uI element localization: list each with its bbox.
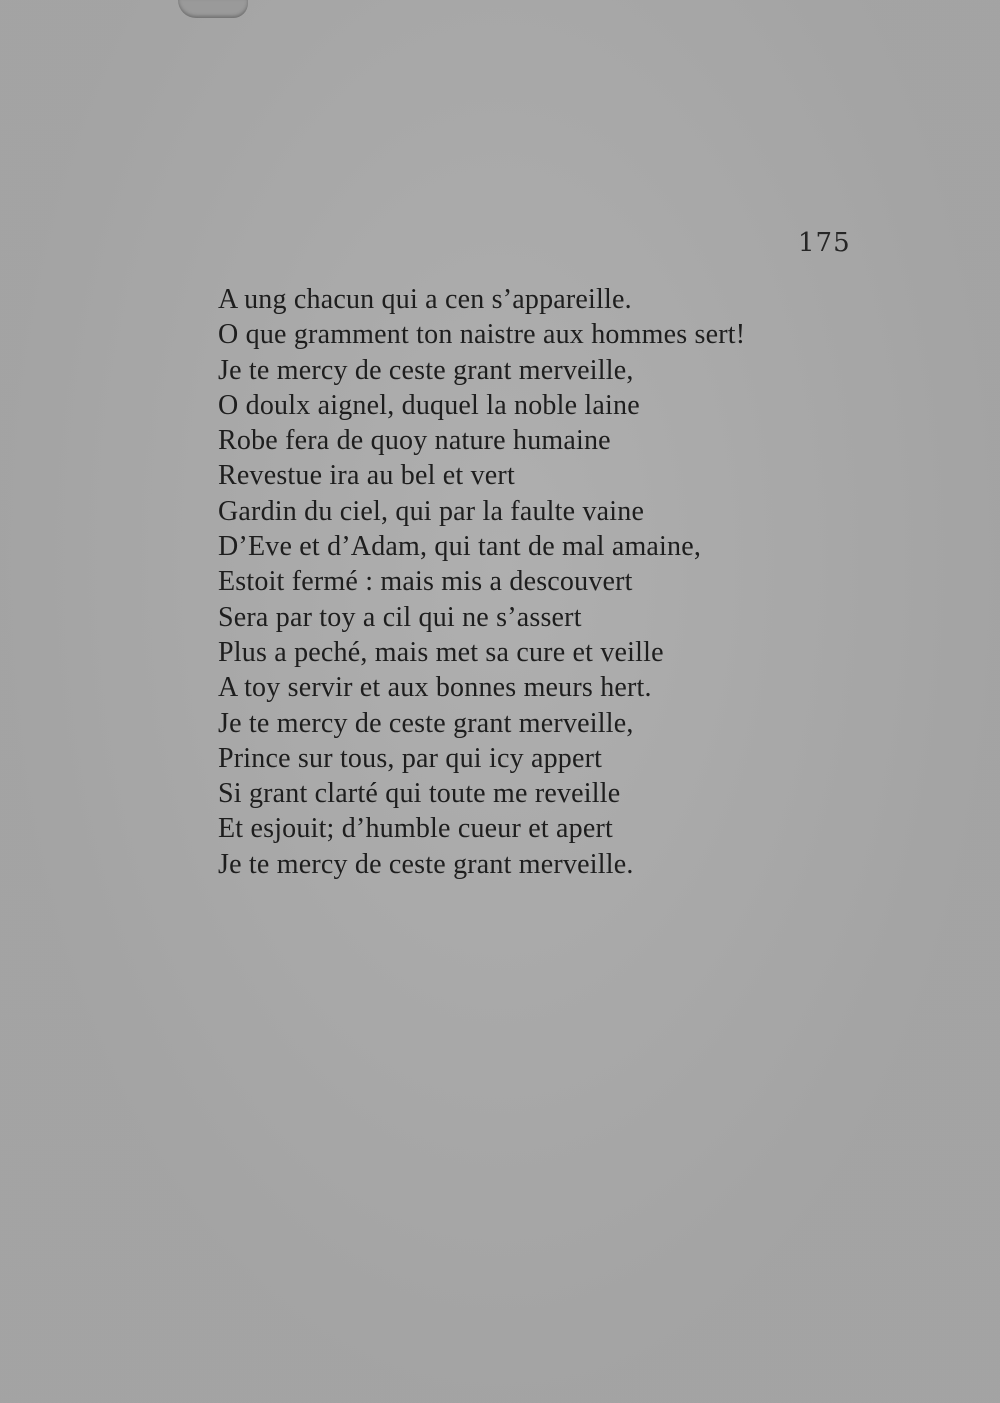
verse-line: O doulx aignel, duquel la noble laine	[218, 389, 640, 421]
poem-stanza	[218, 282, 745, 882]
verse-line: D’Eve et d’Adam, qui tant de mal amaine,	[218, 531, 702, 563]
verse-line: Et esjouit; d’humble cueur et apert	[218, 813, 613, 845]
verse-line: Si grant clarté qui toute me reveille	[218, 778, 621, 810]
verse-line: Prince sur tous, par qui icy appert	[218, 742, 603, 774]
verse-line: Plus a peché, mais met sa cure et veille	[218, 636, 664, 668]
verse-line: Gardin du ciel, qui par la faulte vaine	[218, 495, 645, 527]
verse-line: A toy servir et aux bonnes meurs hert.	[218, 672, 652, 704]
paper-tear	[178, 0, 248, 18]
verse-line: Je te mercy de ceste grant merveille.	[218, 848, 634, 880]
verse-line: Je te mercy de ceste grant merveille,	[218, 354, 634, 386]
verse-line: Revestue ira au bel et vert	[218, 460, 515, 492]
verse-line: Je te mercy de ceste grant merveille,	[218, 707, 634, 739]
page-number: 175	[798, 228, 851, 258]
verse-line: Robe fera de quoy nature humaine	[218, 425, 611, 457]
verse-line: A ung chacun qui a cen s’appareille.	[218, 284, 632, 315]
verse-line: Estoit fermé : mais mis a descouvert	[218, 566, 633, 598]
verse-line: Sera par toy a cil qui ne s’assert	[218, 601, 582, 633]
verse-line: O que gramment ton naistre aux hommes sert!	[218, 319, 746, 351]
